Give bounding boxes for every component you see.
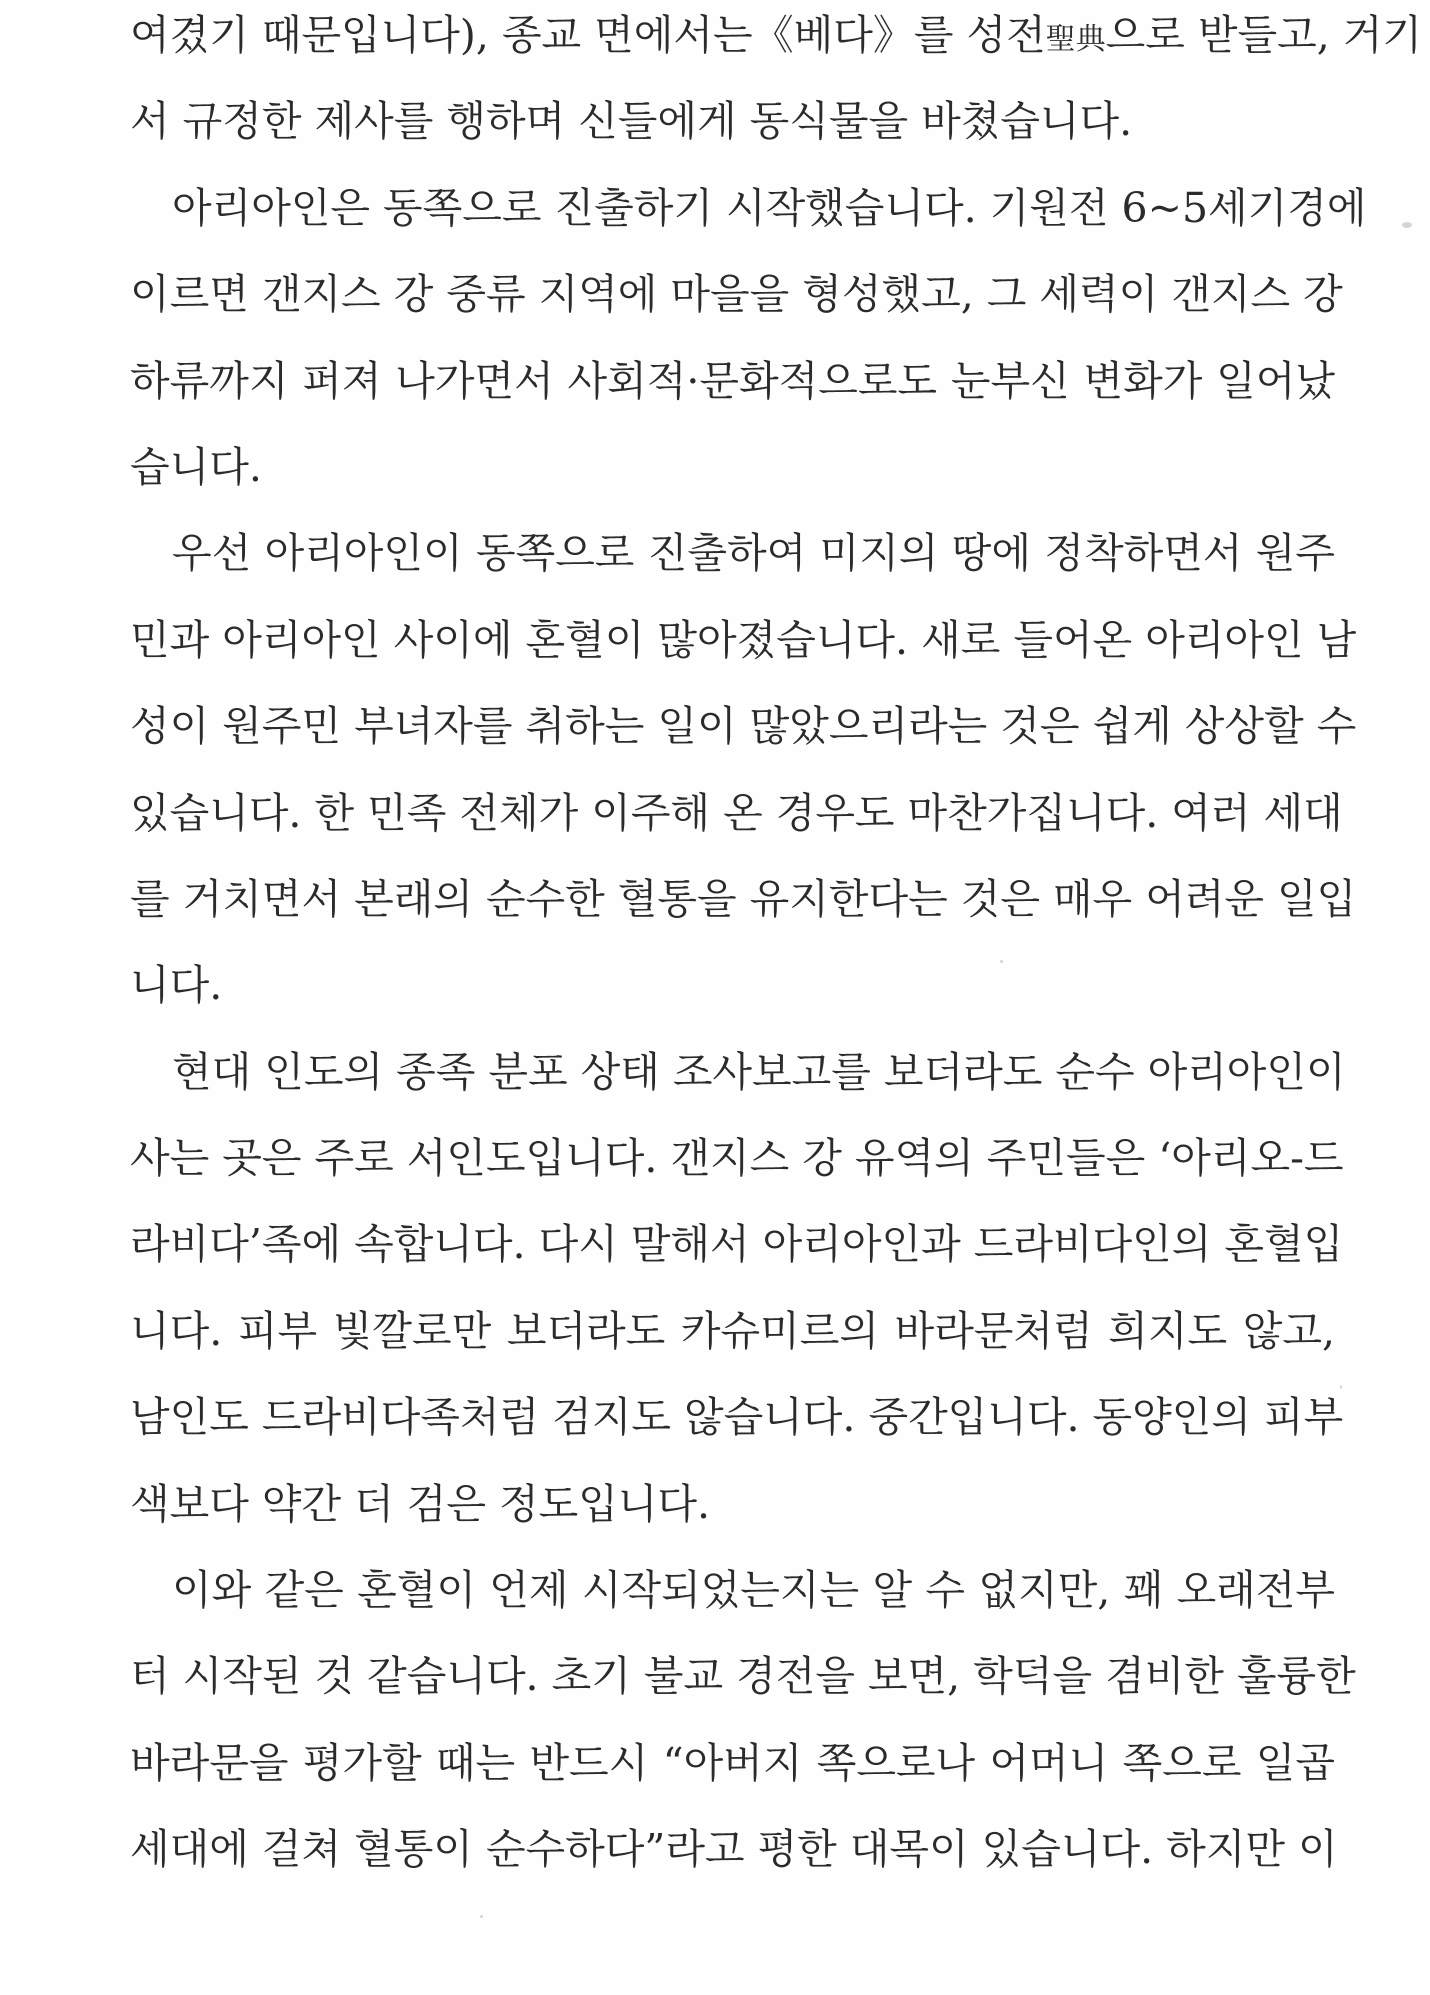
- paragraph-start-line-3: 아리아인은 동쪽으로 진출하기 시작했습니다. 기원전 6~5세기경에: [172, 183, 1367, 232]
- text-line-18: 색보다 약간 더 검은 정도입니다.: [130, 1479, 711, 1528]
- paragraph-start-line-19: 이와 같은 혼혈이 언제 시작되었는지는 알 수 없지만, 꽤 오래전부: [172, 1566, 1335, 1615]
- text-line-22: 세대에 걸쳐 혈통이 순수하다”라고 평한 대목이 있습니다. 하지만 이: [130, 1825, 1338, 1874]
- text-line-15: 라비다’족에 속합니다. 다시 말해서 아리아인과 드라비다인의 혼혈입: [130, 1220, 1344, 1269]
- text-line-16: 니다. 피부 빛깔로만 보더라도 카슈미르의 바라문처럼 희지도 않고,: [130, 1306, 1335, 1355]
- text-line-5: 하류까지 퍼져 나가면서 사회적·문화적으로도 눈부신 변화가 일어났: [130, 356, 1335, 405]
- body-text: [130, 8, 1423, 1909]
- scan-speck: [1402, 222, 1412, 228]
- text-line-8: 민과 아리아인 사이에 혼혈이 많아졌습니다. 새로 들어온 아리아인 남: [130, 615, 1357, 664]
- scan-speck: [480, 1915, 483, 1918]
- scan-speck: [1000, 960, 1003, 963]
- text-line-20: 터 시작된 것 같습니다. 초기 불교 경전을 보면, 학덕을 겸비한 훌륭한: [130, 1652, 1356, 1701]
- text-line-11: 를 거치면서 본래의 순수한 혈통을 유지한다는 것은 매우 어려운 일입: [130, 874, 1357, 923]
- text-line-12: 니다.: [130, 961, 223, 1010]
- paragraph-start-line-13: 현대 인도의 종족 분포 상태 조사보고를 보더라도 순수 아리아인이: [172, 1047, 1346, 1096]
- paragraph-start-line-7: 우선 아리아인이 동쪽으로 진출하여 미지의 땅에 정착하면서 원주: [172, 529, 1335, 578]
- text-line-4: 이르면 갠지스 강 중류 지역에 마을을 형성했고, 그 세력이 갠지스 강: [130, 270, 1343, 319]
- hanja-annotation: 聖典: [1045, 22, 1106, 57]
- text-line-14: 사는 곳은 주로 서인도입니다. 갠지스 강 유역의 주민들은 ‘아리오-드: [130, 1134, 1344, 1183]
- text-line-21: 바라문을 평가할 때는 반드시 “아버지 쪽으로나 어머니 쪽으로 일곱: [130, 1738, 1335, 1787]
- text-line-2: 서 규정한 제사를 행하며 신들에게 동식물을 바쳤습니다.: [130, 97, 1133, 146]
- text-line-1: 여겼기 때문입니다), 종교 면에서는《베다》를 성전聖典으로 받들고, 거기: [130, 11, 1423, 59]
- text-line-9: 성이 원주민 부녀자를 취하는 일이 많았으리라는 것은 쉽게 상상할 수: [130, 702, 1357, 751]
- text-line-17: 남인도 드라비다족처럼 검지도 않습니다. 중간입니다. 동양인의 피부: [130, 1393, 1344, 1442]
- text-line-6: 습니다.: [130, 442, 262, 491]
- scan-speck: [1340, 1385, 1342, 1389]
- text-line-10: 있습니다. 한 민족 전체가 이주해 온 경우도 마찬가집니다. 여러 세대: [130, 788, 1343, 837]
